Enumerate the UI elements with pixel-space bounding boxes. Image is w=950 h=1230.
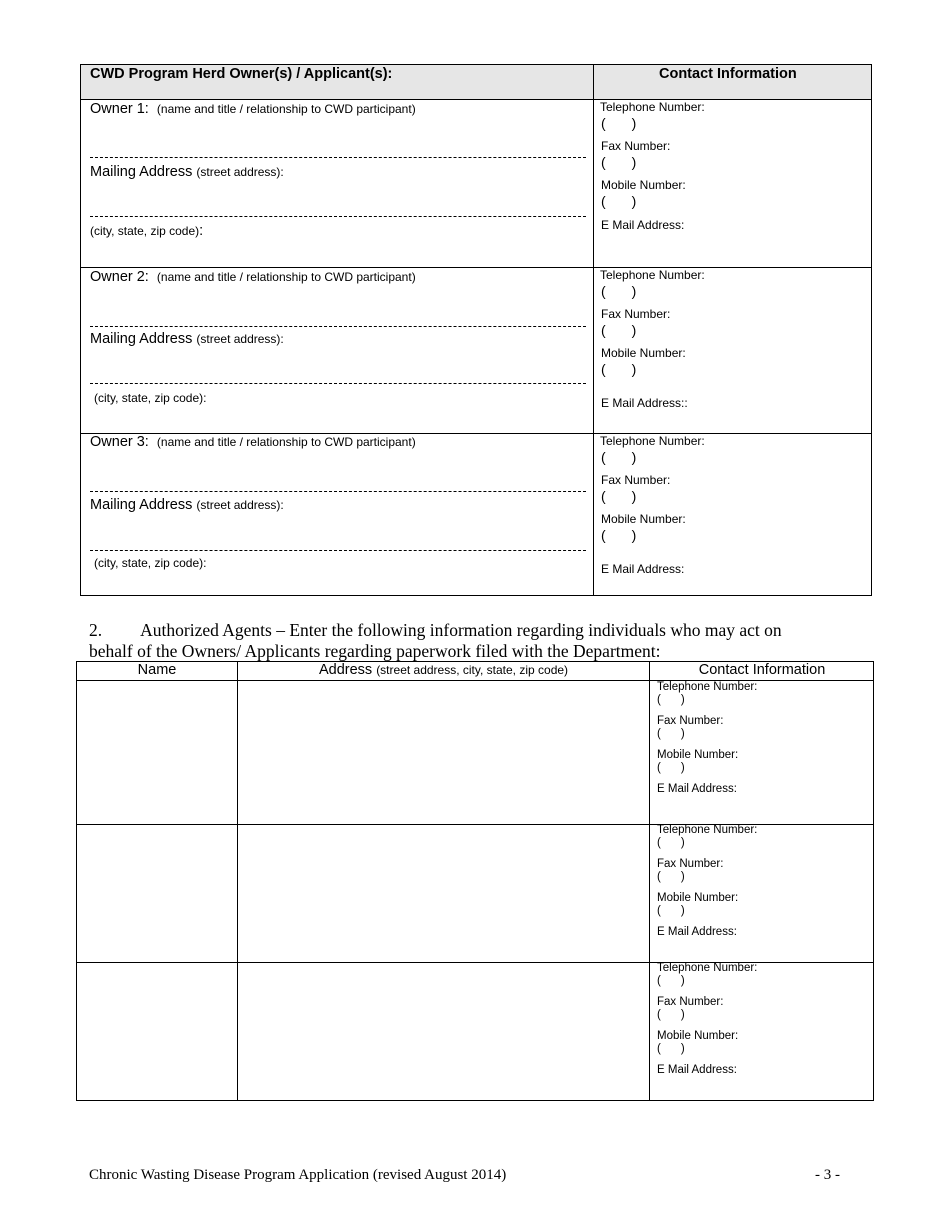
- owner-3-mobile-label: Mobile Number:: [601, 512, 686, 526]
- agents-table: [76, 661, 874, 1101]
- owner-2-phone-field[interactable]: ( ): [601, 283, 637, 299]
- owner-1-name-label: Owner 1: (name and title / relationship to CWD participant): [90, 101, 416, 117]
- footer-title: Chronic Wasting Disease Program Application (revised August 2014): [89, 1167, 507, 1183]
- agent-1-fax-label: Fax Number:: [657, 715, 724, 727]
- owner-2-details[interactable]: [81, 268, 593, 433]
- agent-1-address-cell[interactable]: [238, 681, 649, 824]
- owner-3-mobile-field[interactable]: ( ): [601, 527, 637, 543]
- agent-2-mobile-label: Mobile Number:: [657, 892, 739, 904]
- owner-3-mailing-line: [90, 550, 586, 551]
- agent-3-mobile-field[interactable]: ( ): [657, 1043, 685, 1055]
- owner-1-city-label: (city, state, zip code):: [90, 223, 204, 239]
- agent-2-email-label: E Mail Address:: [657, 926, 737, 938]
- owner-1-mailing-line: [90, 216, 586, 217]
- owner-2-mailing-line: [90, 383, 586, 384]
- agent-3-phone-label: Telephone Number:: [657, 962, 758, 974]
- owner-3-phone-label: Telephone Number:: [600, 434, 705, 448]
- agent-3-fax-field[interactable]: ( ): [657, 1009, 685, 1021]
- agent-2-phone-label: Telephone Number:: [657, 824, 758, 836]
- agent-3-name-cell[interactable]: [77, 963, 237, 1100]
- owner-3-fax-field[interactable]: ( ): [601, 488, 637, 504]
- footer-page-number: - 3 -: [815, 1167, 840, 1183]
- owner-2-mailing-label: Mailing Address (street address):: [90, 331, 284, 347]
- agents-column-divider: [649, 662, 650, 1100]
- owners-table: [80, 64, 872, 596]
- agent-2-mobile-field[interactable]: ( ): [657, 905, 685, 917]
- owner-3-phone-field[interactable]: ( ): [601, 449, 637, 465]
- agent-3-email-label: E Mail Address:: [657, 1064, 737, 1076]
- owner-1-mobile-label: Mobile Number:: [601, 178, 686, 192]
- owner-2-name-label: Owner 2: (name and title / relationship to CWD participant): [90, 269, 416, 285]
- owner-3-details[interactable]: [81, 434, 593, 596]
- owner-2-fax-field[interactable]: ( ): [601, 322, 637, 338]
- owner-1-name-line: [90, 157, 586, 158]
- owner-1-details[interactable]: [81, 100, 593, 267]
- owner-2-contact[interactable]: [600, 268, 860, 433]
- owner-2-email-label: E Mail Address::: [601, 396, 688, 410]
- owner-2-phone-label: Telephone Number:: [600, 268, 705, 282]
- owner-2-city-label: (city, state, zip code):: [94, 391, 207, 405]
- owners-header-left: [81, 65, 593, 100]
- owner-3-contact[interactable]: [600, 434, 860, 596]
- owner-1-phone-label: Telephone Number:: [600, 100, 705, 114]
- owner-3-name-line: [90, 491, 586, 492]
- agent-1-phone-label: Telephone Number:: [657, 681, 758, 693]
- owners-column-divider: [593, 65, 594, 595]
- agents-header-contact: Contact Information: [698, 662, 826, 678]
- section-2-line-2: behalf of the Owners/ Applicants regarding paperwork filed with the Department:: [89, 641, 661, 661]
- agent-2-contact-cell[interactable]: [657, 824, 867, 961]
- owner-3-city-label: (city, state, zip code):: [94, 556, 207, 570]
- owner-1-fax-label: Fax Number:: [601, 139, 671, 153]
- agent-3-fax-label: Fax Number:: [657, 996, 724, 1008]
- owner-2-fax-label: Fax Number:: [601, 307, 671, 321]
- agent-3-address-cell[interactable]: [238, 963, 649, 1100]
- agent-1-mobile-field[interactable]: ( ): [657, 762, 685, 774]
- owners-header-left-text: CWD Program Herd Owner(s) / Applicant(s):: [90, 66, 393, 82]
- owner-1-fax-field[interactable]: ( ): [601, 154, 637, 170]
- agent-3-phone-field[interactable]: ( ): [657, 975, 685, 987]
- owner-1-phone-field[interactable]: ( ): [601, 115, 637, 131]
- section-2-line-1: [89, 620, 782, 641]
- agents-header-name: Name: [137, 662, 177, 678]
- agent-2-fax-label: Fax Number:: [657, 858, 724, 870]
- agent-1-phone-field[interactable]: ( ): [657, 694, 685, 706]
- section-2-text-1: Authorized Agents – Enter the following information regarding individuals who may act on: [140, 620, 782, 640]
- owner-1-contact[interactable]: [600, 100, 860, 267]
- agent-1-email-label: E Mail Address:: [657, 783, 737, 795]
- agent-2-address-cell[interactable]: [238, 825, 649, 962]
- owner-1-mobile-field[interactable]: ( ): [601, 193, 637, 209]
- agent-1-contact-cell[interactable]: [657, 681, 867, 824]
- agents-header-address: Address (street address, city, state, zip code): [318, 662, 569, 678]
- owner-3-fax-label: Fax Number:: [601, 473, 671, 487]
- section-2-number: 2.: [89, 620, 103, 640]
- agent-1-name-cell[interactable]: [77, 681, 237, 824]
- owner-3-email-label: E Mail Address:: [601, 562, 685, 576]
- owner-2-name-line: [90, 326, 586, 327]
- agent-2-name-cell[interactable]: [77, 825, 237, 962]
- owner-2-mobile-label: Mobile Number:: [601, 346, 686, 360]
- owner-2-mobile-field[interactable]: ( ): [601, 361, 637, 377]
- agent-3-mobile-label: Mobile Number:: [657, 1030, 739, 1042]
- agent-3-contact-cell[interactable]: [657, 962, 867, 1099]
- agent-2-fax-field[interactable]: ( ): [657, 871, 685, 883]
- agent-1-mobile-label: Mobile Number:: [657, 749, 739, 761]
- agent-1-fax-field[interactable]: ( ): [657, 728, 685, 740]
- owner-1-email-label: E Mail Address:: [601, 218, 685, 232]
- owner-3-name-label: Owner 3: (name and title / relationship to CWD participant): [90, 434, 416, 450]
- owners-header-right-text: Contact Information: [659, 66, 797, 82]
- owner-3-mailing-label: Mailing Address (street address):: [90, 497, 284, 513]
- owner-1-mailing-label: Mailing Address (street address):: [90, 164, 284, 180]
- owners-header-right: [593, 65, 871, 100]
- agent-2-phone-field[interactable]: ( ): [657, 837, 685, 849]
